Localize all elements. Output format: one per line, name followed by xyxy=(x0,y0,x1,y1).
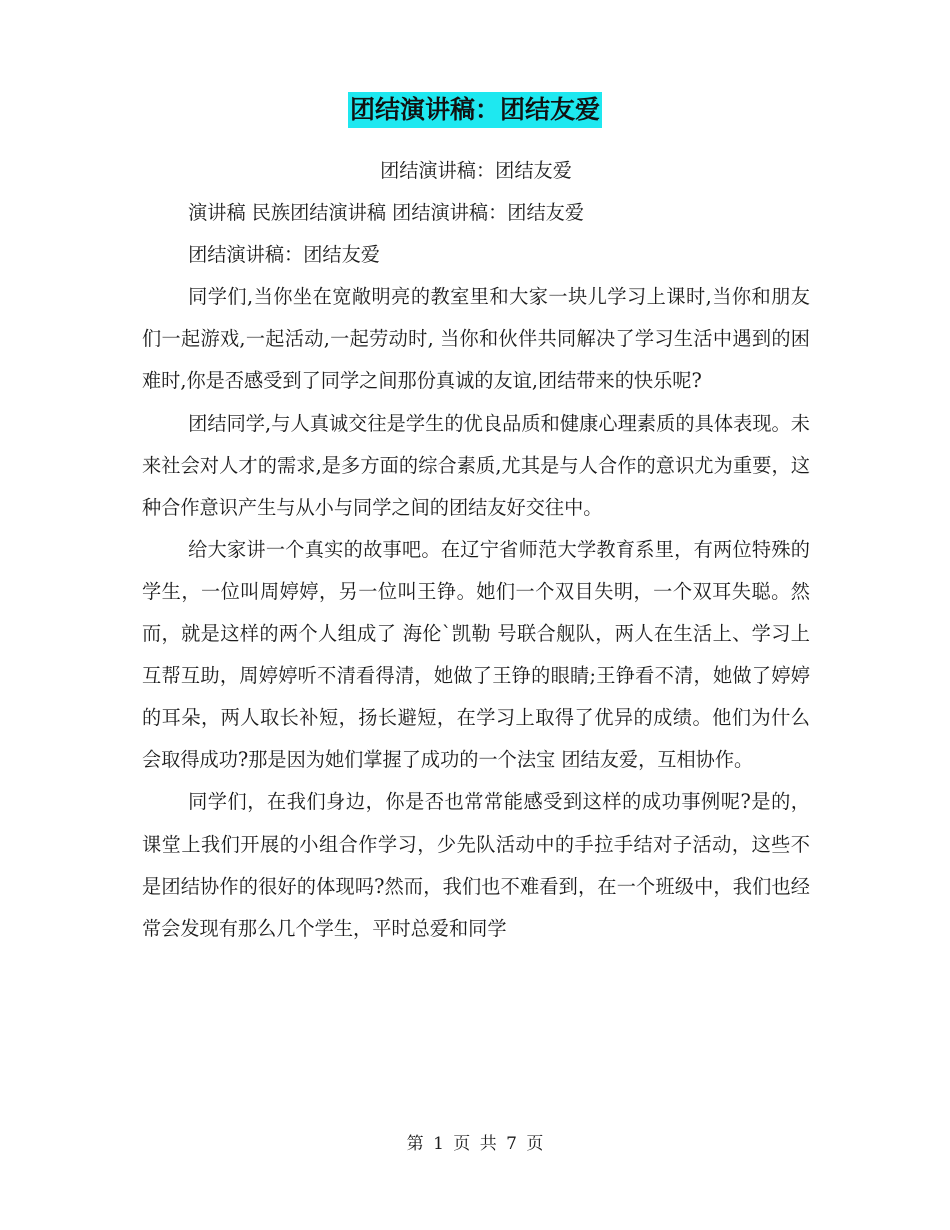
page-footer: 第 1 页 共 7 页 xyxy=(406,1134,544,1154)
paragraph: 给大家讲一个真实的故事吧。在辽宁省师范大学教育系里，有两位特殊的学生，一位叫周婷婷，另一位叫王铮。她们一个双目失明，一个双耳失聪。然而，就是这样的两个人组成了 海伦`凯勒 号联合舰队，两人在生活上、学习上互帮互助，周婷婷听不清看得清，她做了王铮的眼睛;王铮看不清，她做了婷婷的耳朵，两人取长补短，扬长避短，在学习上取得了优异的成绩。他们为什么会取得成功?那是因为她们掌握了成功的一个法宝 团结友爱，互相协作。 xyxy=(142,537,810,772)
paragraph: 同学们，在我们身边，你是否也常常能感受到这样的成功事例呢?是的，课堂上我们开展的小组合作学习，少先队活动中的手拉手结对子活动，这些不是团结协作的很好的体现吗?然而，我们也不难看到，在一个班级中，我们也经常会发现有那么几个学生，平时总爱和同学 xyxy=(142,790,810,940)
paragraph: 团结同学,与人真诚交往是学生的优良品质和健康心理素质的具体表现。未来社会对人才的需求,是多方面的综合素质,尤其是与人合作的意识尤为重要，这种合作意识产生与从小与同学之间的团结友好交往中。 xyxy=(142,411,810,519)
document-title: 团结演讲稿：团结友爱 xyxy=(348,92,602,128)
subtitle: 团结演讲稿：团结友爱 xyxy=(380,159,572,182)
document-body xyxy=(142,150,810,950)
paragraph: 同学们,当你坐在宽敞明亮的教室里和大家一块儿学习上课时,当你和朋友们一起游戏,一起活动,一起劳动时, 当你和伙伴共同解决了学习生活中遇到的困难时,你是否感受到了同学之间那份真诚的友谊,团结带来的快乐呢? xyxy=(142,285,810,393)
paragraph: 团结演讲稿：团结友爱 xyxy=(188,243,380,267)
title-wrap xyxy=(0,92,950,128)
paragraph: 演讲稿 民族团结演讲稿 团结演讲稿：团结友爱 xyxy=(188,201,585,225)
